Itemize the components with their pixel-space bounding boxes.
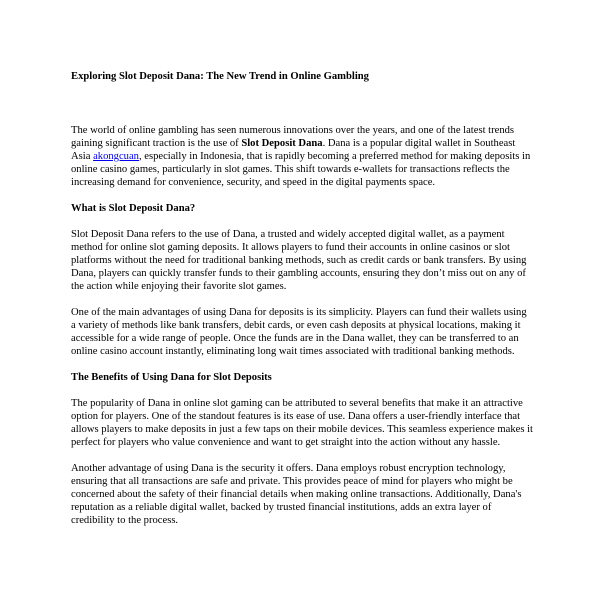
intro-text-1: The world of online gambling has seen numerous innovations over the years, and one of the latest trends gaining significant traction is the use of [71,125,515,149]
intro-text-3: , especially in Indonesia, that is rapidly becoming a preferred method for making deposits in online casino games, particularly in slot games. This shift towards e-wallets for transactions reflects the increasing demand for convenience, security, and speed in the digital payments space. [71,151,531,188]
section-heading-benefits: The Benefits of Using Dana for Slot Deposits [71,372,272,383]
page-title: Exploring Slot Deposit Dana: The New Trend in Online Gambling [71,71,369,82]
article-body [71,124,533,540]
akongcuan-link[interactable]: akongcuan [93,151,139,162]
intro-paragraph [71,124,533,189]
section-heading-what-is: What is Slot Deposit Dana? [71,203,196,214]
paragraph: Another advantage of using Dana is the security it offers. Dana employs robust encryption technology, ensuring that all transactions are safe and private. This provides peace of mind for players who might be concerned about the safety of their financial details when making online transactions. Additionally, Dana's reputation as a reliable digital wallet, backed by trusted financial institutions, adds an extra layer of credibility to the process. [71,463,522,526]
intro-bold-term: Slot Deposit Dana [241,138,323,149]
intro-text-2: . Dana is a popular digital wallet in Southeast Asia [71,138,516,162]
paragraph: One of the main advantages of using Dana for deposits is its simplicity. Players can fund their wallets using a variety of methods like bank transfers, debit cards, or even cash deposits at physical locations, making it accessible for a wide range of people. Once the funds are in the Dana wallet, they can be transferred to an online casino account instantly, eliminating long wait times associated with traditional banking methods. [71,307,527,357]
paragraph: The popularity of Dana in online slot gaming can be attributed to several benefits that make it an attractive option for players. One of the standout features is its ease of use. Dana offers a user-friendly interface that allows players to make deposits in just a few taps on their mobile devices. This seamless experience makes it perfect for players who value convenience and want to get straight into the action without any hassle. [71,398,533,448]
paragraph: Slot Deposit Dana refers to the use of Dana, a trusted and widely accepted digital wallet, as a payment method for online slot gaming deposits. It allows players to fund their accounts in online casinos or slot platforms without the need for traditional banking methods, such as credit cards or bank transfers. By using Dana, players can quickly transfer funds to their gambling accounts, ensuring they don’t miss out on any of the action while enjoying their favorite slot games. [71,229,527,292]
